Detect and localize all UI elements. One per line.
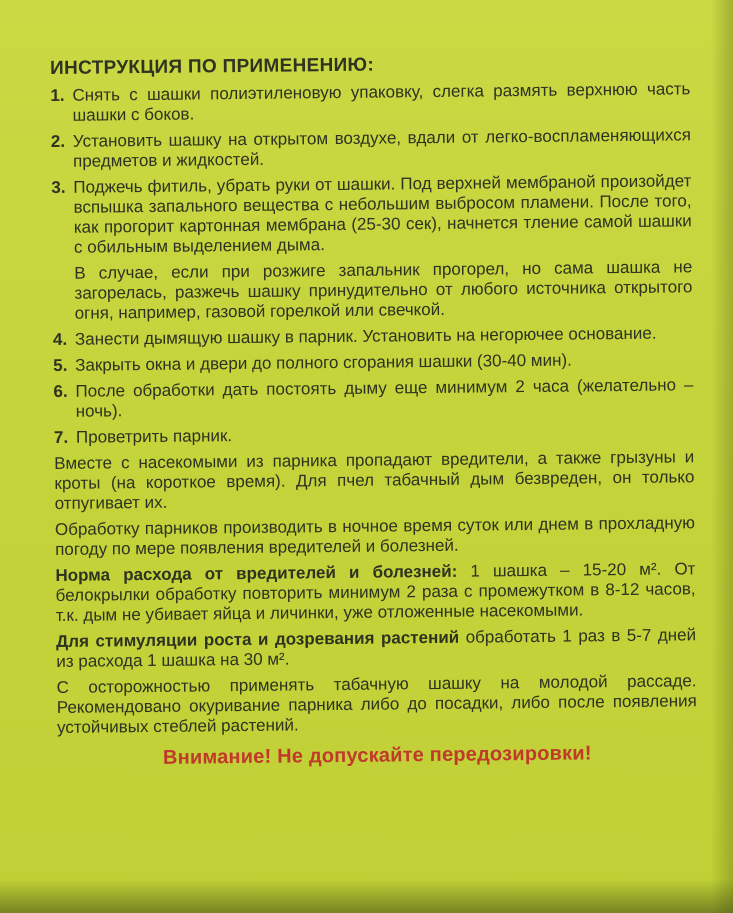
- step-text: Занести дымящую шашку в парник. Установить на негорючее основание.: [74, 323, 657, 349]
- box-edge-shadow: [711, 0, 733, 913]
- whitefly-text: От белокрылки обработку повторить минимум 2 раза с промежутком в 8-12 часов, т.к. дым не убивает яйца и личинки, уже отложенные насекомыми.: [55, 559, 696, 625]
- step-number: 1.: [50, 85, 65, 105]
- norm-paragraph: [55, 559, 696, 626]
- pests-paragraph: Вместе с насекомыми из парника пропадают вредители, а также грызуны и кроты (на короткое время). Для пчел табачный дым безвреден, он только отпугивает их.: [54, 447, 695, 513]
- timing-paragraph: Обработку парников производить в ночное время суток или днем в прохладную погоду по мере появления вредителей и болезней.: [54, 513, 696, 559]
- step-3: [51, 171, 692, 258]
- step-4: [53, 323, 693, 350]
- step-number: 7.: [53, 427, 69, 447]
- step-text: Снять с шашки полиэтиленовую упаковку, слегка размять верхнюю часть шашки с боков.: [72, 79, 691, 125]
- step-text: Закрыть окна и двери до полного сгорания шашки (30-40 мин).: [75, 350, 572, 375]
- step-number: 5.: [53, 355, 68, 375]
- step-text: Проветрить парник.: [75, 426, 233, 447]
- step-number: 3.: [51, 177, 66, 197]
- growth-label: Для стимуляции роста и дозревания растений: [56, 627, 460, 651]
- growth-paragraph: [56, 625, 696, 672]
- box-bottom-shadow: [0, 879, 733, 913]
- norm-text: 1 шашка – 15-20 м².: [457, 559, 662, 581]
- caution-paragraph: С осторожностью применять табачную шашку на молодой рассаде. Рекомендовано окуривание парника либо до посадки, либо после появления устойчивых стеблей растений.: [56, 671, 697, 737]
- step-text: После обработки дать постоять дыму еще минимум 2 часа (желательно – ночь).: [75, 375, 694, 421]
- step-6: [53, 375, 693, 422]
- step-text: Установить шашку на открытом воздухе, вдали от легко-воспламеняющихся предметов и жидкостей.: [72, 125, 691, 171]
- step-2: [51, 125, 691, 172]
- norm-label: Норма расхода от вредителей и болезней:: [55, 561, 458, 585]
- step-5: [53, 349, 693, 376]
- instruction-block: [50, 51, 697, 771]
- growth-text: обработать 1 раз в 5-7 дней из расхода 1 шашка на 30 м².: [56, 625, 697, 671]
- instruction-heading: ИНСТРУКЦИЯ ПО ПРИМЕНЕНИЮ:: [50, 54, 375, 79]
- step-number: 2.: [50, 131, 66, 151]
- step-number: 4.: [52, 329, 68, 349]
- overdose-warning: Внимание! Не допускайте передозировки!: [162, 742, 592, 769]
- step-3-note: В случае, если при розжиге запальник прогорел, но сама шашка не загорелась, разжечь шашку принудительно от любого источника открытого огня, например, газовой горелкой или свечкой.: [74, 257, 693, 323]
- step-7: [54, 421, 694, 448]
- step-text: Поджечь фитиль, убрать руки от шашки. Под верхней мембраной произойдет вспышка запального вещества с небольшим выбросом пламени. После того, как прогорит картонная мембрана (25-30 сек), начнется тление самой шашки с обильным выделением дыма.: [73, 171, 692, 257]
- step-number: 6.: [53, 381, 68, 401]
- step-1: [50, 79, 690, 126]
